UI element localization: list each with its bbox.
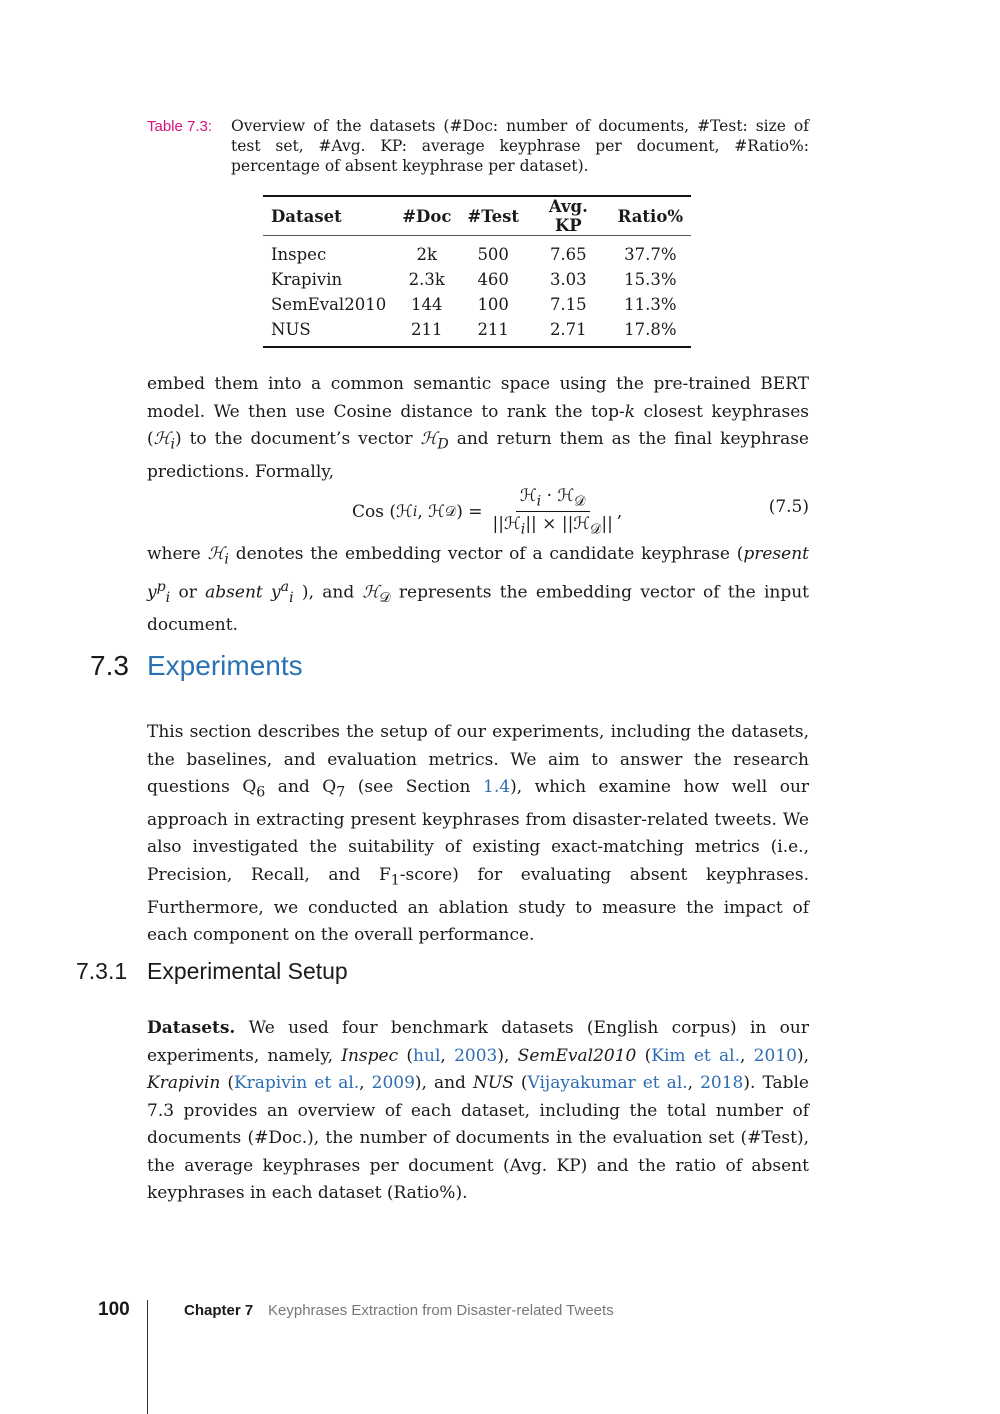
table-cell: 2.3k (408, 270, 445, 289)
footer-chapter-label: Chapter 7 (184, 1302, 254, 1319)
table-cell: 3.03 (549, 270, 587, 289)
citation-year-link[interactable]: 2003 (454, 1045, 498, 1066)
table-cell: Inspec (271, 245, 327, 264)
section-reference-link[interactable]: 1.4 (483, 777, 511, 797)
footer-divider (147, 1300, 148, 1414)
table-header-cell: Ratio% (610, 196, 691, 236)
table-header-row (263, 196, 691, 236)
citation-year-link[interactable]: 2010 (753, 1045, 797, 1066)
table-cell: SemEval2010 (271, 295, 387, 314)
table-cell: 17.8% (610, 317, 691, 347)
table-cell: 37.7% (624, 245, 677, 264)
citation-year-link[interactable]: 2018 (700, 1073, 744, 1093)
section-title: Experiments (147, 650, 303, 681)
footer-chapter-title: Keyphrases Extraction from Disaster-related Tweets (268, 1302, 614, 1319)
table-row (263, 317, 691, 347)
table-row (263, 292, 691, 317)
table-cell: NUS (263, 317, 394, 347)
table-cell: 460 (477, 270, 509, 289)
paragraph-experiments-intro: This section describes the setup of our experiments, including the datasets, the baselines, and evaluation metrics. We aim to answer the research questions $Q_6$ and $Q_7$ (see Section 1.4), which examine how well our approach in extracting present keyphrases from disaster-related tweets. We also investigated the suitability of existing exact-matching metrics (i.e., Precision, Recall, and $F_1-score$) for evaluating absent keyphrases. Furthermore, we conducted an ablation study to measure the impact of each component on the overall performance. (147, 722, 810, 946)
equation-body: Cos (ℋ i , ℋ 𝒟 ) = $\frac{ℋ_i \cdot ℋ_𝒟}{||ℋ_i|| \times ||ℋ_𝒟||}$ , (352, 486, 623, 538)
table-cell: 500 (477, 245, 509, 264)
table-cell: 7.15 (549, 295, 587, 314)
table-caption (147, 116, 809, 176)
table-header-cell: #Doc (394, 196, 459, 236)
table-reference: 7.3 (147, 1100, 175, 1121)
page-number: 100 (98, 1299, 130, 1320)
table-cell: 7.65 (549, 245, 587, 264)
equation-cosine (147, 484, 809, 538)
section-number: 7.3 (90, 650, 129, 681)
subsection-number: 7.3.1 (76, 958, 128, 984)
table-cell: 211 (459, 317, 527, 347)
table-cell: 15.3% (624, 270, 677, 289)
paragraph-embedding: embed them into a common semantic space using the pre-trained BERT model. We then use Cosine distance to rank the top-k closest keyphrases (ℋ$_i$) to the document’s vector ℋ$_D$ and return them as the final keyphrase predictions. Formally, (147, 374, 809, 482)
table-cell: 2.71 (527, 317, 610, 347)
table-cell: 11.3% (624, 295, 677, 314)
table-cell: 144 (411, 295, 443, 314)
table-caption-label: Table 7.3: (147, 118, 213, 135)
fraction-numerator: ℋ$_i$ · ℋ$_𝒟$ (516, 486, 590, 512)
dataset-table (263, 195, 691, 348)
table-cell: 100 (477, 295, 509, 314)
citation-link[interactable]: Krapivin et al. (233, 1073, 360, 1093)
fraction-denominator: ||ℋ$_i$|| × ||ℋ$_𝒟$|| (492, 514, 613, 538)
table-header-cell: Dataset (263, 196, 394, 236)
table-cell: 211 (394, 317, 459, 347)
table-caption-text: Overview of the datasets (#Doc: number of documents, #Test: size of test set, #Avg. KP: average keyphrase per document, #Ratio%: percentage of absent keyphrase per dataset). (231, 117, 809, 175)
paragraph-datasets: Datasets. We used four benchmark datasets (English corpus) in our experiments, namely, Inspec (hul, 2003), SemEval2010 (Kim et al., 2010), Krapivin (Krapivin et al., 2009), and NUS (Vijayakumar et al., 2018). Table 7.3 provides an overview of each dataset, including the total number of documents (#Doc.), the number of documents in the evaluation set (#Test), the average keyphrases per document (Avg. KP) and the ratio of absent keyphrases in each dataset (Ratio%). (147, 1018, 809, 1203)
citation-link[interactable]: hul (413, 1045, 441, 1066)
equation-number: (7.5) (768, 497, 809, 517)
table-header-cell: #Test (459, 196, 527, 236)
subsection-title: Experimental Setup (147, 958, 348, 984)
citation-year-link[interactable]: 2009 (371, 1073, 415, 1093)
table-cell: Krapivin (271, 270, 343, 289)
equation-fraction (489, 486, 617, 538)
citation-link[interactable]: Vijayakumar et al. (527, 1073, 688, 1093)
table-row (263, 236, 691, 268)
table-header-cell: Avg. KP (527, 196, 610, 236)
table-cell: 2k (416, 245, 438, 264)
citation-link[interactable]: Kim et al. (651, 1045, 740, 1066)
paragraph-where: where ℋ$_i$ denotes the embedding vector of a candidate keyphrase (present $y^p_i$ or absent $y^a_i$ ), and ℋ$_𝒟$ represents the embedding vector of the input document. (147, 544, 809, 636)
table-row (263, 267, 691, 292)
